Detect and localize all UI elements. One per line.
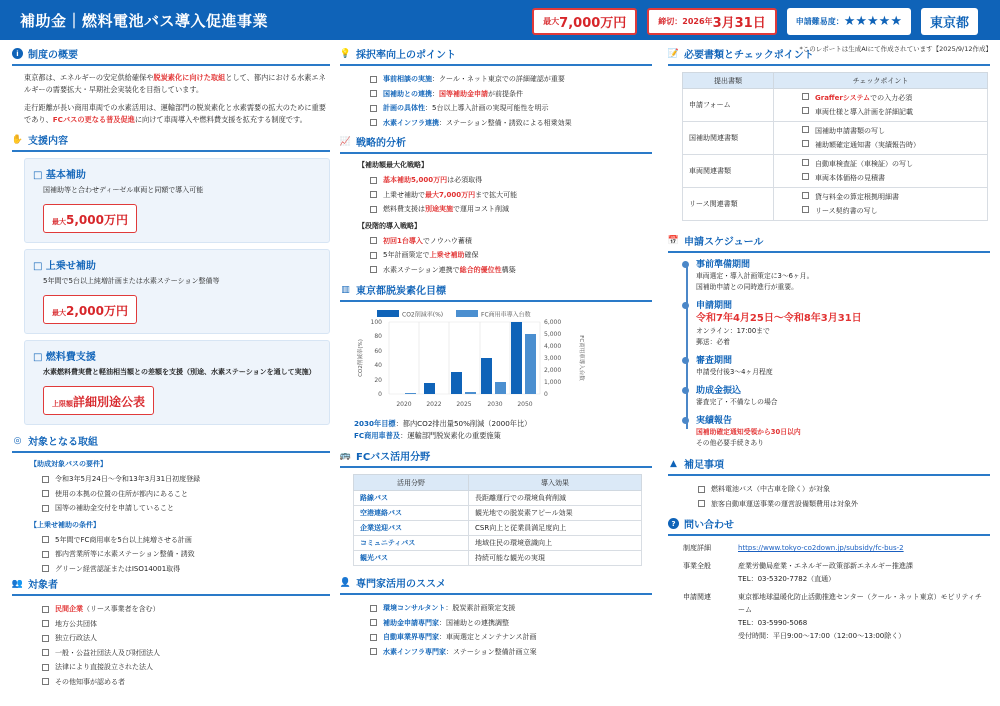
svg-text:2030: 2030 (487, 401, 503, 408)
table-row: 観光バス 持続可能な観光の実現 (354, 551, 642, 566)
info-icon: i (12, 48, 23, 59)
checkbox[interactable] (370, 266, 377, 273)
checkbox[interactable] (802, 107, 809, 114)
checkbox[interactable] (370, 237, 377, 244)
checkbox[interactable] (42, 664, 49, 671)
checkbox[interactable] (802, 159, 809, 166)
svg-text:1,000: 1,000 (544, 379, 562, 386)
strategy-subheading-2: 【段階的導入戦略】 (358, 221, 421, 230)
checkbox[interactable] (42, 490, 49, 497)
svg-text:2050: 2050 (517, 401, 533, 408)
list-item: 令和3年5月24日〜令和13年3月31日初度登録 (42, 472, 330, 487)
table-row: 国補助関連書類 国補助申請書類の写し 補助額確定通知書（実績報告時） (683, 122, 988, 155)
svg-text:20: 20 (374, 377, 382, 384)
checkbox[interactable] (42, 476, 49, 483)
list-item: 水素ステーション連携で 総合的優位性 構築 (370, 263, 652, 278)
timeline-item: 実績報告 国補助確定通知受領から30日以内 その他必要手続きあり (696, 415, 990, 449)
checkbox[interactable] (370, 191, 377, 198)
timeline-item: 助成金振込 審査完了・不備なしの場合 (696, 385, 990, 408)
list-item: 計画の具体性 ：5台以上導入計画の実現可能性を明示 (370, 101, 652, 116)
checkbox[interactable] (370, 177, 377, 184)
svg-text:40: 40 (374, 362, 382, 369)
list-item: 都内営業所等に水素ステーション整備・誘致 (42, 547, 330, 562)
region-badge: 東京都 (921, 8, 978, 35)
checkbox[interactable] (802, 93, 809, 100)
list-item: 燃料電池バス（中古車を除く）が対象 (698, 482, 990, 497)
decarbonization-chart (352, 308, 652, 418)
amount-badge: 最大5,000万円 (43, 204, 137, 233)
svg-text:0: 0 (544, 391, 548, 398)
list-item: 水素インフラ専門家 ：ステーション整備計画立案 (370, 645, 652, 660)
document-edit-icon: 📝 (667, 48, 680, 59)
bar-chart-svg (352, 308, 612, 418)
checkbox[interactable] (42, 606, 49, 613)
strategy-list-2 (370, 234, 652, 278)
strategy-subheading-1: 【補助額最大化戦略】 (358, 161, 428, 169)
checkbox[interactable] (42, 678, 49, 685)
checkbox[interactable] (370, 90, 377, 97)
line-chart-icon: 📈 (339, 136, 352, 147)
table-row: 車両関連書類 自動車検査証（車検証）の写し 車両本体価格の見積書 (683, 155, 988, 188)
handshake-icon: ✋ (11, 134, 24, 145)
schedule-heading: 📅 申請スケジュール (668, 233, 990, 253)
list-item: 旅客自動車運送事業の運営設備類費用は対象外 (698, 497, 990, 512)
checkbox[interactable] (370, 648, 377, 655)
eligible-list (42, 602, 330, 689)
strategy-list-1 (370, 173, 652, 217)
lightbulb-icon: 💡 (339, 48, 352, 59)
column-middle (340, 46, 652, 659)
checkbox[interactable] (802, 173, 809, 180)
table-row: コミュニティバス 地域住民の環境意識向上 (354, 536, 642, 551)
bus-icon: 🚌 (339, 450, 352, 461)
list-item: 国補助との連携 ： 国等補助金申請 が前提条件 (370, 87, 652, 102)
header-bar (0, 0, 1000, 40)
svg-text:6,000: 6,000 (544, 319, 562, 326)
checkbox[interactable] (42, 649, 49, 656)
svg-text:3,000: 3,000 (544, 355, 562, 362)
svg-text:FC商用車導入台数: FC商用車導入台数 (481, 311, 531, 319)
bar-chart-icon: ▥ (341, 284, 350, 295)
svg-text:2020: 2020 (396, 401, 412, 408)
svg-text:FC商用車導入台数: FC商用車導入台数 (578, 335, 584, 381)
table-row: 路線バス 長距離運行での環境負荷削減 (354, 491, 642, 506)
table-row: リース関連書類 貸与料金の算定根拠明細書 リース契約書の写し (683, 188, 988, 221)
svg-text:2,000: 2,000 (544, 367, 562, 374)
ai-generated-note: *このレポートは生成AIにて作成されています【2025/9/12作成】 (799, 45, 992, 53)
checkbox[interactable] (42, 505, 49, 512)
targets-heading: ◎ 対象となる取組 (12, 433, 330, 453)
contact-info: 制度詳細 https://www.tokyo-co2down.jp/subsidy/fc-bus-2 事業全般 産業労働局産業・エネルギー政策部新エネルギー推進課 TEL：03-5320-7782（直通） 申請関連 東京都地球温暖化防止活動推進センター（クール・ネット東京）モビリティチーム TEL：03-5990-5068 受付時間：平日9:00〜17:00（12:00〜13:00除く） (683, 544, 982, 640)
list-item: 基本補助5,000万円 は必須取得 (370, 173, 652, 188)
list-item: 使用の本拠の位置の住所が都内にあること (42, 487, 330, 502)
column-right (668, 46, 990, 648)
goal-heading: ▥ 東京都脱炭素化目標 (340, 282, 652, 302)
subsidy-link[interactable]: https://www.tokyo-co2down.jp/subsidy/fc-bus-2 (738, 544, 904, 552)
svg-text:5,000: 5,000 (544, 331, 562, 338)
list-item: 国等の補助金交付を申請していること (42, 501, 330, 516)
difficulty-badge: 申請難易度： ★★★★★ (787, 8, 911, 35)
star-rating-icon: ★★★★★ (843, 14, 902, 29)
checkbox[interactable] (802, 140, 809, 147)
checkbox[interactable] (802, 192, 809, 199)
checkbox[interactable] (802, 206, 809, 213)
conditions-subheading: 【上乗せ補助の条件】 (30, 520, 100, 529)
eligible-heading: 👥 対象者 (12, 576, 330, 596)
requirements-list (42, 472, 330, 516)
goal-notes: 2030年目標：都内CO2排出量50%削減（2000年比） FC商用車普及：運輸部門脱炭素化の重要施策 (354, 419, 532, 440)
list-item: 自動車業界専門家 ：車両選定とメンテナンス計画 (370, 630, 652, 645)
checkbox[interactable] (42, 620, 49, 627)
list-item: 環境コンサルタント ：脱炭素計画策定支援 (370, 601, 652, 616)
amount-badge: 最大2,000万円 (43, 295, 137, 324)
docs-table: 提出書類 チェックポイント 申請フォーム Grafferシステムでの入力必須 車両仕様と導入計画を詳細記載 国補助関連書類 国補助申請書類の写し 補助額確定通知書（実績報告時） 車両関連書類 自動車検査証（車検証）の写し 車両本体価格の見積書 リース関連書類 貸与料金の算定根拠明細書 リース契約書の写し (682, 72, 988, 221)
svg-text:0: 0 (378, 391, 382, 398)
checkbox[interactable] (370, 76, 377, 83)
svg-text:2022: 2022 (426, 401, 442, 408)
page-title: 補助金｜燃料電池バス導入促進事業 (20, 11, 269, 30)
svg-text:CO2削減率(%): CO2削減率(%) (402, 311, 444, 319)
list-item: 事前相談の実施 ：クール・ネット東京での詳細確認が重要 (370, 72, 652, 87)
support-card-fuel: □ 燃料費支援 水素燃料費実費と軽油相当額との差額を支援（別途、水素ステーションを通して実施） 上限額詳細別途公表 (24, 340, 330, 425)
users-icon: 👥 (11, 578, 24, 589)
list-item: 補助金申請専門家 ：国補助との連携調整 (370, 616, 652, 631)
list-item: 5年間でFC商用車を5台以上純増させる計画 (42, 533, 330, 548)
support-card-basic: □ 基本補助 国補助等と合わせディーゼル車両と同額で導入可能 最大5,000万円 (24, 158, 330, 243)
max-amount-badge: 最大 7,000万円 (532, 8, 637, 35)
timeline-item: 事前準備期間 車両選定・導入計画策定に3〜6ヶ月。 国補助申請との同時進行が重要。 (696, 259, 990, 293)
list-item: 水素インフラ連携 ：ステーション整備・誘致による相乗効果 (370, 116, 652, 131)
person-icon: 👤 (339, 577, 352, 588)
amount-badge: 上限額詳細別途公表 (43, 386, 154, 415)
checkbox[interactable] (42, 565, 49, 572)
checkbox[interactable] (370, 206, 377, 213)
contact-heading: ? 問い合わせ (668, 516, 990, 536)
question-icon: ? (668, 518, 679, 529)
schedule-timeline (684, 259, 990, 449)
timeline-item: 審査期間 申請受付後3〜4ヶ月程度 (696, 355, 990, 378)
checkbox[interactable] (42, 551, 49, 558)
points-heading: 💡 採択率向上のポイント (340, 46, 652, 66)
list-item: その他知事が認める者 (42, 675, 330, 690)
checkbox[interactable] (42, 635, 49, 642)
support-card-additional: □ 上乗せ補助 5年間で5台以上純増計画または水素ステーション整備等 最大2,000万円 (24, 249, 330, 334)
list-item: 一般・公益社団法人及び財団法人 (42, 646, 330, 661)
list-item: 民間企業 （リース事業者を含む） (42, 602, 330, 617)
column-left (12, 46, 330, 689)
checkbox[interactable] (698, 486, 705, 493)
svg-text:2025: 2025 (456, 401, 472, 408)
overview-paragraph-1: 東京都は、エネルギーの安定供給確保や脱炭素化に向けた取組として、都内における水素エネルギーの需要拡大・早期社会実装化を目指しています。 (24, 73, 326, 94)
target-icon: ◎ (13, 435, 22, 446)
strategy-heading: 📈 戦略的分析 (340, 134, 652, 154)
supplement-heading: ▲ 補足事項 (668, 456, 990, 476)
checkbox[interactable] (802, 126, 809, 133)
checkbox[interactable] (370, 634, 377, 641)
list-item: 燃料費支援は 別途実施 で運用コスト削減 (370, 202, 652, 217)
checkbox[interactable] (698, 500, 705, 507)
table-row: 企業送迎バス CSR向上と従業員満足度向上 (354, 521, 642, 536)
conditions-list (42, 533, 330, 577)
overview-heading: i 制度の概要 (12, 46, 330, 66)
supplement-list (698, 482, 990, 511)
experts-heading: 👤 専門家活用のススメ (340, 575, 652, 595)
experts-list (370, 601, 652, 659)
list-item: 初回1台導入 でノウハウ蓄積 (370, 234, 652, 249)
table-row: 申請フォーム Grafferシステムでの入力必須 車両仕様と導入計画を詳細記載 (683, 89, 988, 122)
calendar-icon: 📅 (667, 235, 680, 246)
fcbus-heading: 🚌 FCバス活用分野 (340, 448, 652, 468)
svg-text:100: 100 (370, 319, 382, 326)
checkbox[interactable] (370, 119, 377, 126)
docs-heading: 📝 必要書類とチェックポイント (668, 46, 990, 66)
list-item: グリーン経営認証またはISO14001取得 (42, 562, 330, 577)
list-item: 独立行政法人 (42, 631, 330, 646)
points-list (370, 72, 652, 130)
checkbox[interactable] (370, 605, 377, 612)
checkbox[interactable] (370, 252, 377, 259)
support-heading: ✋ 支援内容 (12, 132, 330, 152)
list-item: 5年計画策定で 上乗せ補助 確保 (370, 248, 652, 263)
deadline-badge: 締切：2026年 3月31日 (647, 8, 776, 35)
list-item: 法律により直接設立された法人 (42, 660, 330, 675)
checkbox[interactable] (370, 105, 377, 112)
fcbus-table: 活用分野 導入効果 路線バス 長距離運行での環境負荷削減 空港連絡バス 観光地での脱炭素アピール効果 企業送迎バス CSR向上と従業員満足度向上 コミュニティバス 地域住民の環境意識向上 観光バス 持続可能な観光の実現 (353, 474, 642, 566)
timeline-item: 申請期間 令和7年4月25日〜令和8年3月31日 オンライン：17:00まで 郵送：必着 (696, 300, 990, 348)
list-item: 上乗せ補助で 最大7,000万円 まで拡大可能 (370, 188, 652, 203)
warning-icon: ▲ (670, 458, 677, 469)
header-badges (532, 8, 978, 35)
svg-text:CO2削減率(%): CO2削減率(%) (358, 339, 364, 377)
svg-text:60: 60 (374, 348, 382, 355)
checkbox[interactable] (370, 619, 377, 626)
checkbox[interactable] (42, 536, 49, 543)
svg-text:4,000: 4,000 (544, 343, 562, 350)
list-item: 地方公共団体 (42, 617, 330, 632)
table-row: 空港連絡バス 観光地での脱炭素アピール効果 (354, 506, 642, 521)
requirements-subheading: 【助成対象バスの要件】 (30, 460, 107, 468)
overview-paragraph-2: 走行距離が長い商用車両での水素活用は、運輸部門の脱炭素化と水素需要の拡大のために重要であり、FCバスの更なる普及促進に向けて車両導入や燃料費支援を拡充する制度です。 (24, 103, 326, 124)
svg-text:80: 80 (374, 333, 382, 340)
